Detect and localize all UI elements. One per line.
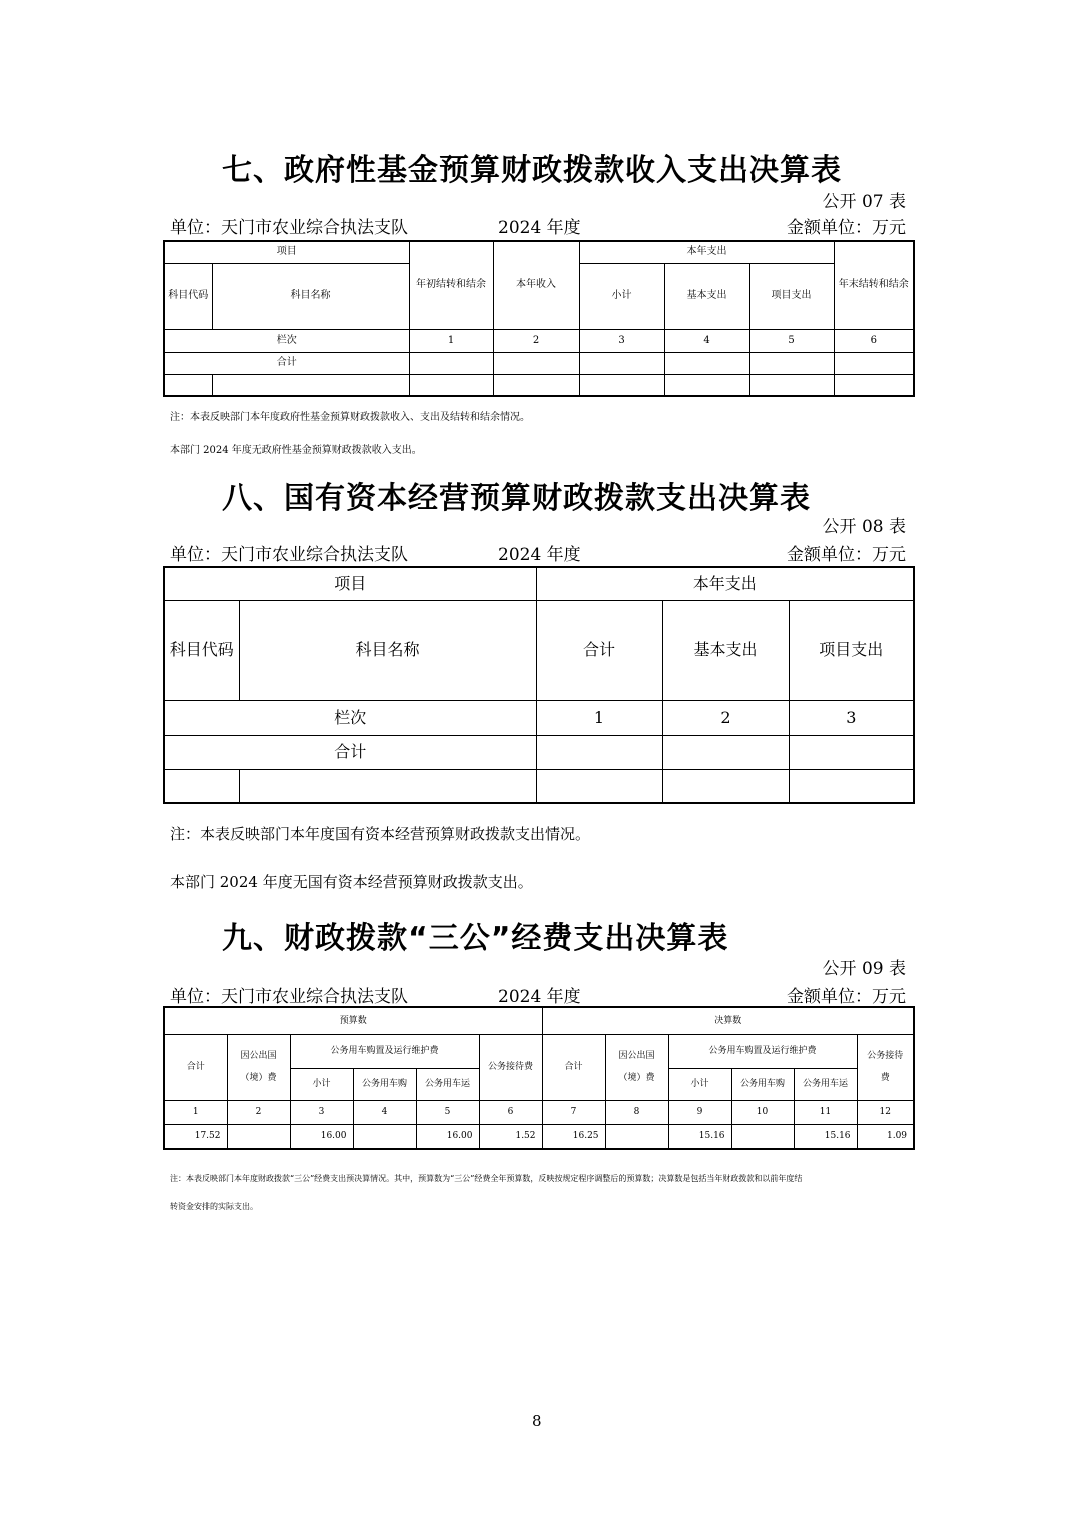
- header-basic-expense: 基本支出: [664, 263, 749, 329]
- header-reception-line1: 公务接待: [867, 1050, 904, 1061]
- header-this-year-expense: 本年支出: [536, 567, 914, 600]
- header-total: 合计: [536, 600, 662, 700]
- column-number: 5: [749, 329, 834, 352]
- value-cell: 15.16: [794, 1124, 857, 1149]
- header-subtotal: 小计: [290, 1068, 353, 1100]
- header-abroad: [227, 1034, 290, 1100]
- value-cell: 15.16: [668, 1124, 731, 1149]
- table-cell: [834, 374, 914, 396]
- section8-table-code: 公开 08 表: [822, 517, 906, 537]
- header-abroad-line1: 因公出国: [240, 1050, 277, 1061]
- header-final: 决算数: [542, 1007, 914, 1034]
- header-this-year-income: 本年收入: [493, 241, 579, 329]
- value-cell: 1.09: [857, 1124, 914, 1149]
- section8-title: 八、国有资本经营预算财政拨款支出决算表: [222, 481, 811, 516]
- section8-year: 2024 年度: [498, 545, 581, 565]
- table-cell: [789, 735, 914, 769]
- header-abroad: [605, 1034, 668, 1100]
- header-subject-code: 科目代码: [164, 263, 212, 329]
- column-number: 7: [542, 1100, 605, 1124]
- table-cell: [164, 769, 239, 803]
- column-number: 8: [605, 1100, 668, 1124]
- header-reception-line2: 费: [880, 1073, 890, 1083]
- section9-year: 2024 年度: [498, 987, 581, 1007]
- column-number: 11: [794, 1100, 857, 1124]
- header-vehicle-purchase: 公务用车购: [353, 1068, 416, 1100]
- column-number: 2: [227, 1100, 290, 1124]
- section7-table: [163, 240, 915, 397]
- column-number: 3: [579, 329, 664, 352]
- table-cell: [662, 735, 789, 769]
- section7-table-code: 公开 07 表: [822, 192, 906, 212]
- column-number: 6: [834, 329, 914, 352]
- header-reception: [857, 1034, 914, 1100]
- value-cell: [605, 1124, 668, 1149]
- header-item: 项目: [164, 241, 409, 263]
- column-number: 6: [479, 1100, 542, 1124]
- header-abroad-line1: 因公出国: [618, 1050, 655, 1061]
- table-cell: [662, 769, 789, 803]
- header-abroad-line2: （境）费: [618, 1073, 655, 1083]
- header-reception: 公务接待费: [479, 1034, 542, 1100]
- header-total: 合计: [164, 1034, 227, 1100]
- section7-currency-unit: 金额单位：万元: [787, 218, 906, 238]
- table-cell: [212, 374, 409, 396]
- table-cell: [164, 374, 212, 396]
- column-number: 1: [164, 1100, 227, 1124]
- section9-currency-unit: 金额单位：万元: [787, 987, 906, 1007]
- section9-table: [163, 1006, 915, 1150]
- column-number: 1: [409, 329, 493, 352]
- column-number: 1: [536, 700, 662, 735]
- table-cell: [409, 374, 493, 396]
- column-number: 2: [493, 329, 579, 352]
- header-subtotal: 小计: [668, 1068, 731, 1100]
- section7-unit: 单位：天门市农业综合执法支队: [170, 218, 408, 238]
- header-vehicle-purchase: 公务用车购: [731, 1068, 794, 1100]
- header-basic-expense: 基本支出: [662, 600, 789, 700]
- header-end-balance: 年末结转和结余: [834, 241, 914, 329]
- total-label: 合计: [164, 735, 536, 769]
- header-item: 项目: [164, 567, 536, 600]
- table-cell: [664, 374, 749, 396]
- section7-year: 2024 年度: [498, 218, 581, 238]
- section8-note: 注：本表反映部门本年度国有资本经营预算财政拨款支出情况。: [170, 825, 591, 843]
- section7-note: 注：本表反映部门本年度政府性基金预算财政拨款收入、支出及结转和结余情况。: [170, 412, 530, 423]
- row-index-label: 栏次: [164, 700, 536, 735]
- table-cell: [749, 374, 834, 396]
- table-cell: [749, 352, 834, 374]
- section9-table-code: 公开 09 表: [822, 959, 906, 979]
- table-cell: [536, 769, 662, 803]
- table-cell: [493, 352, 579, 374]
- header-vehicle-operation: 公务用车运: [416, 1068, 479, 1100]
- header-subtotal: 小计: [579, 263, 664, 329]
- table-cell: [239, 769, 536, 803]
- value-cell: 1.52: [479, 1124, 542, 1149]
- section7-remark: 本部门 2024 年度无政府性基金预算财政拨款收入支出。: [170, 445, 422, 456]
- header-begin-balance: 年初结转和结余: [409, 241, 493, 329]
- value-cell: [353, 1124, 416, 1149]
- header-total: 合计: [542, 1034, 605, 1100]
- header-subject-name: 科目名称: [212, 263, 409, 329]
- table-cell: [834, 352, 914, 374]
- section9-note-line2: 转资金安排的实际支出。: [170, 1202, 258, 1211]
- value-cell: 16.00: [416, 1124, 479, 1149]
- value-cell: 17.52: [164, 1124, 227, 1149]
- header-subject-code: 科目代码: [164, 600, 239, 700]
- header-this-year-expense: 本年支出: [579, 241, 834, 263]
- table-cell: [536, 735, 662, 769]
- section7-title: 七、政府性基金预算财政拨款收入支出决算表: [222, 153, 842, 188]
- table-cell: [664, 352, 749, 374]
- column-number: 3: [290, 1100, 353, 1124]
- column-number: 4: [664, 329, 749, 352]
- section8-table: [163, 566, 915, 804]
- value-cell: [227, 1124, 290, 1149]
- column-number: 2: [662, 700, 789, 735]
- section8-currency-unit: 金额单位：万元: [787, 545, 906, 565]
- header-budget: 预算数: [164, 1007, 542, 1034]
- header-vehicle-operation: 公务用车运: [794, 1068, 857, 1100]
- table-cell: [409, 352, 493, 374]
- page-number: 8: [532, 1412, 542, 1430]
- section9-note-line1: 注：本表反映部门本年度财政拨款“三公”经费支出预决算情况。其中，预算数为“三公”经费全年预算数，反映按规定程序调整后的预算数；决算数是包括当年财政拨款和以前年度结: [170, 1174, 803, 1183]
- column-number: 3: [789, 700, 914, 735]
- total-label: 合计: [164, 352, 409, 374]
- table-cell: [579, 374, 664, 396]
- column-number: 12: [857, 1100, 914, 1124]
- header-vehicle: 公务用车购置及运行维护费: [290, 1034, 479, 1068]
- column-number: 5: [416, 1100, 479, 1124]
- section8-unit: 单位：天门市农业综合执法支队: [170, 545, 408, 565]
- value-cell: 16.00: [290, 1124, 353, 1149]
- value-cell: 16.25: [542, 1124, 605, 1149]
- header-project-expense: 项目支出: [789, 600, 914, 700]
- table-cell: [579, 352, 664, 374]
- column-number: 4: [353, 1100, 416, 1124]
- column-number: 9: [668, 1100, 731, 1124]
- table-cell: [789, 769, 914, 803]
- value-cell: [731, 1124, 794, 1149]
- section8-remark: 本部门 2024 年度无国有资本经营预算财政拨款支出。: [170, 873, 533, 891]
- header-project-expense: 项目支出: [749, 263, 834, 329]
- header-subject-name: 科目名称: [239, 600, 536, 700]
- header-abroad-line2: （境）费: [240, 1073, 277, 1083]
- column-number: 10: [731, 1100, 794, 1124]
- section9-unit: 单位：天门市农业综合执法支队: [170, 987, 408, 1007]
- section9-title: 九、财政拨款“三公”经费支出决算表: [222, 921, 729, 956]
- row-index-label: 栏次: [164, 329, 409, 352]
- table-cell: [493, 374, 579, 396]
- header-vehicle: 公务用车购置及运行维护费: [668, 1034, 857, 1068]
